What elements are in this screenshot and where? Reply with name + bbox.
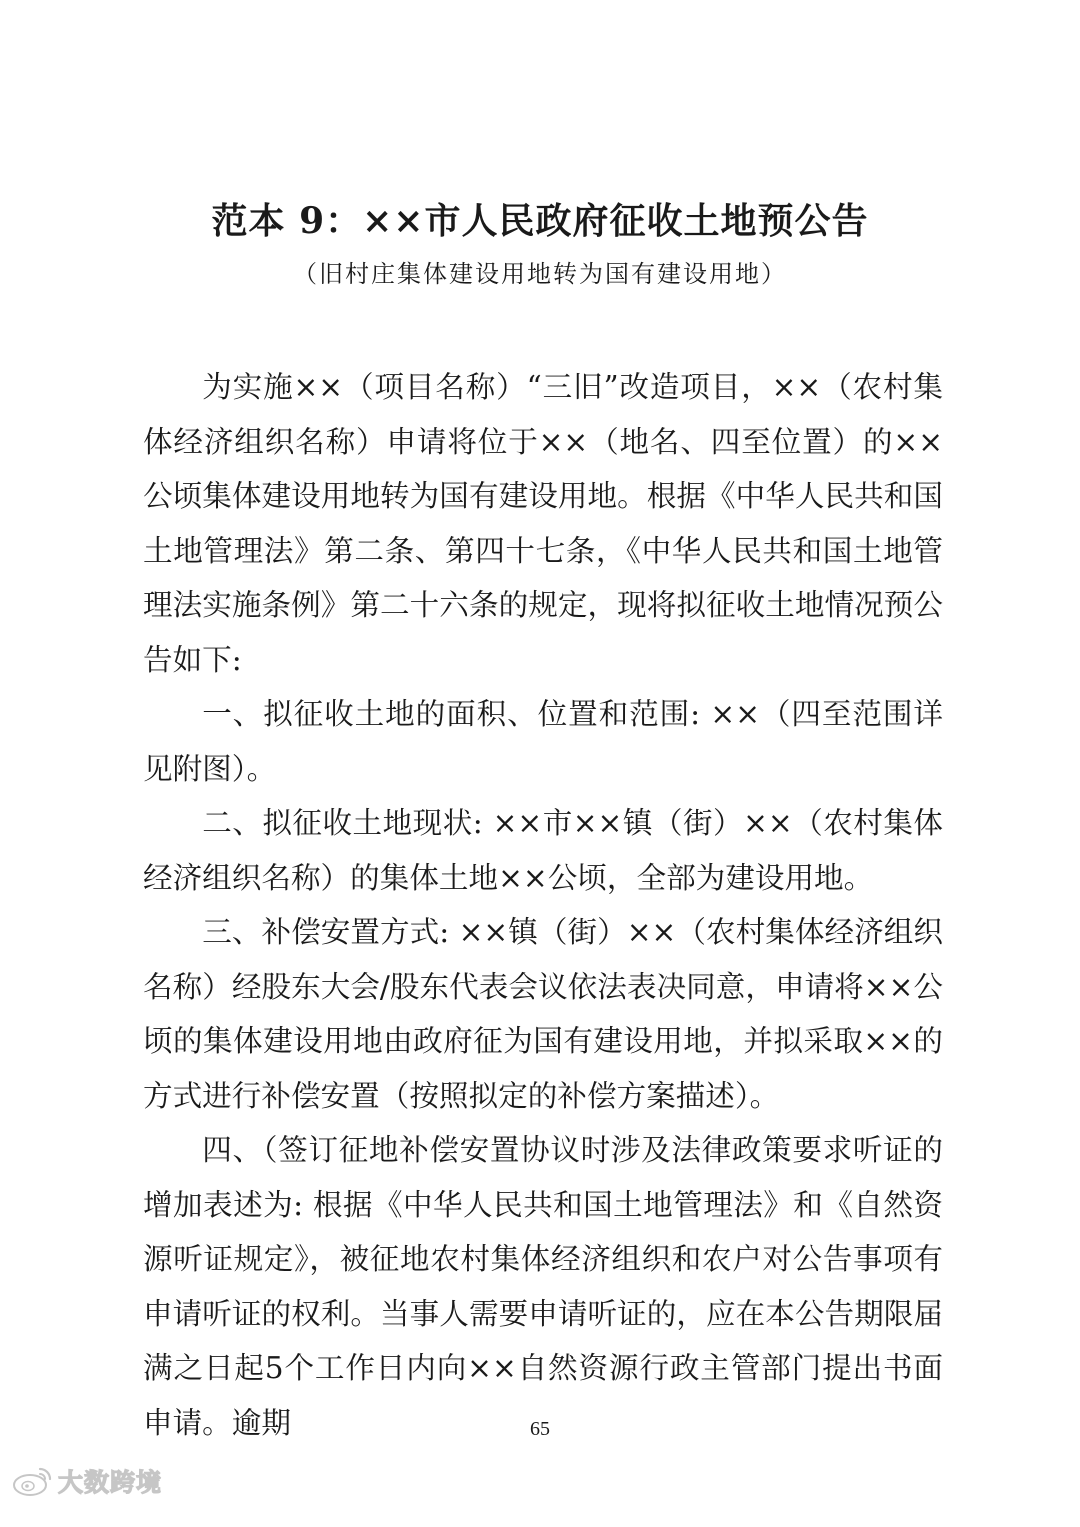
paragraph-item-3: 三、补偿安置方式: ××镇（街）××（农村集体经济组织名称）经股东大会/股东代表会议依法表决同意，申请将××公顷的集体建设用地由政府征为国有建设用地，并拟采取××的方式进行补偿安置（按照拟定的补偿方案描述）。 <box>143 915 943 1113</box>
paragraph-item-2: 二、拟征收土地现状: ××市××镇（街）××（农村集体经济组织名称）的集体土地××公顷，全部为建设用地。 <box>143 806 943 895</box>
document-title: 范本 9：××市人民政府征收土地预公告 <box>211 200 869 242</box>
document-body <box>143 360 943 1450</box>
paragraph-item-4: 四、（签订征地补偿安置协议时涉及法律政策要求听证的增加表述为: 根据《中华人民共和国土地管理法》和《自然资源听证规定》，被征地农村集体经济组织和农户对公告事项有申请听证的权利。当事人需要申请听证的，应在本公告期限届满之日起5个工作日内向××自然资源行政主管部门提出书面申请。逾期 <box>143 1133 943 1440</box>
paragraph-intro: 为实施××（项目名称）“三旧”改造项目，××（农村集体经济组织名称）申请将位于××（地名、四至位置）的××公顷集体建设用地转为国有建设用地。根据《中华人民共和国土地管理法》第二条、第四十七条，《中华人民共和国土地管理法实施条例》第二十六条的规定，现将拟征收土地情况预公告如下: <box>143 370 943 677</box>
weibo-logo-icon <box>10 1463 56 1499</box>
document-subtitle: （旧村庄集体建设用地转为国有建设用地） <box>293 260 787 288</box>
watermark-text: 大数跨境 <box>58 1468 163 1497</box>
watermark <box>10 1461 162 1501</box>
paragraph-item-1: 一、拟征收土地的面积、位置和范围: ××（四至范围详见附图）。 <box>143 697 943 786</box>
page-number: 65 <box>530 1418 550 1440</box>
